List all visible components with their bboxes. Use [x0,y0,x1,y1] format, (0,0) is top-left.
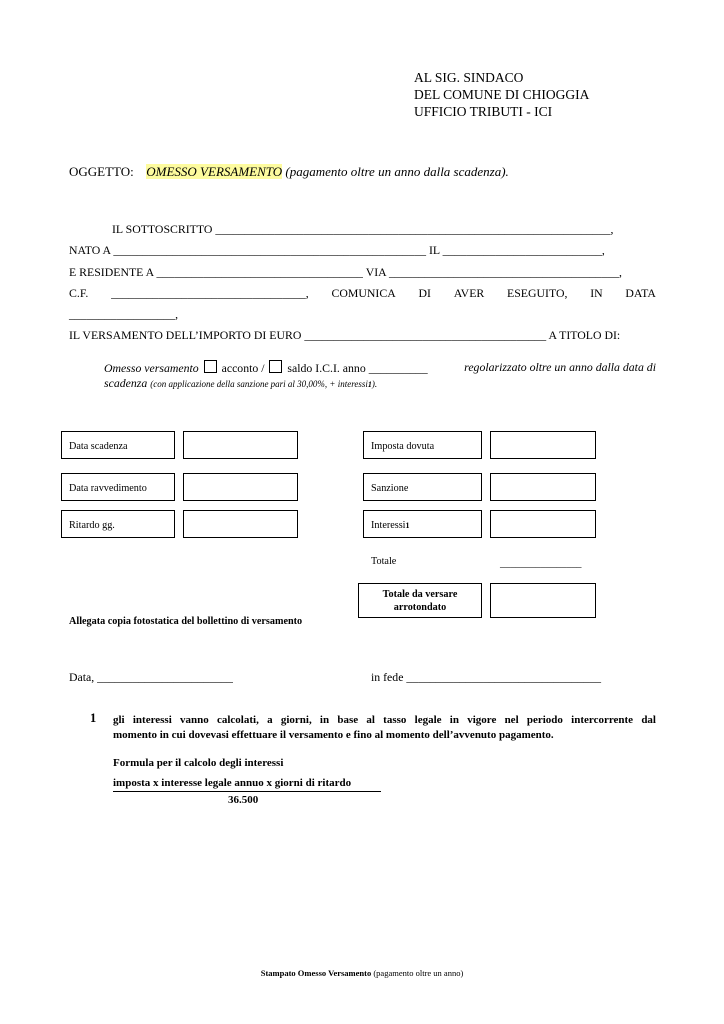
signer-field[interactable]: ___________________________________________________________________, [215,222,614,236]
total-field[interactable]: ________________ [500,558,582,569]
interest-input[interactable] [490,510,596,538]
signature-field[interactable]: _________________________________ [406,670,602,684]
repent-date-input[interactable] [183,473,298,501]
interest-footnote-mark: 1 [405,521,410,530]
resident-line [69,265,622,280]
payment-type-line [104,360,656,376]
saldo-label: saldo I.C.I. anno [287,361,366,375]
total-rounded-label-1: Totale da versare [382,589,458,600]
date-line [69,670,233,685]
payment-date-field[interactable]: __________________, [69,307,179,321]
resident-field[interactable]: ___________________________________ [156,265,363,279]
penalty-input[interactable] [490,473,596,501]
repent-date-label: Data ravvedimento [69,483,147,494]
footnote-mark: 1 [367,380,372,389]
payment-type-line-2 [104,376,377,391]
cf-field[interactable]: _________________________________, [111,286,309,300]
tax-due-label: Imposta dovuta [371,441,435,452]
delay-days-input[interactable] [183,510,298,538]
acconto-checkbox[interactable] [204,360,217,373]
recipient-line-3: UFFICIO TRIBUTI - ICI [414,104,553,119]
due-date-input[interactable] [183,431,298,459]
faith-label: in fede [371,670,404,684]
born-line [69,243,605,258]
due-date-label-box [61,431,175,459]
year-field[interactable]: __________ [368,361,428,375]
date-field[interactable]: _______________________ [97,670,233,684]
total-rounded-input[interactable] [490,583,596,618]
amount-field[interactable]: _________________________________________ [304,328,547,342]
amount-line [69,328,620,343]
formula-numerator: imposta x interesse legale annuo x giorni di ritardo [113,777,352,789]
interest-label: Interessi [371,520,406,531]
saldo-checkbox[interactable] [269,360,282,373]
cf-word: COMUNICA [331,286,396,300]
delay-days-label: Ritardo gg. [69,520,115,531]
faith-line [371,670,601,685]
subject-line [69,164,509,180]
fraction-bar [113,791,381,792]
penalty-label: Sanzione [371,483,409,494]
cf-label: C.F. [69,286,89,300]
born-on-label: IL [428,243,440,257]
total-label: Totale [371,556,397,567]
street-field[interactable]: _______________________________________, [388,265,622,279]
born-date-field[interactable]: ___________________________, [442,243,605,257]
footnote-number: 1 [90,711,97,725]
street-label: VIA [365,265,387,279]
cf-word: AVER [453,286,485,300]
formula-denominator: 36.500 [228,794,259,806]
resident-label: E RESIDENTE A [69,265,154,279]
interest-label-box [363,510,482,538]
acconto-label: acconto / [221,361,265,375]
total-rounded-label-box [358,583,482,618]
title-label: A TITOLO DI: [548,328,621,342]
footer [0,968,724,978]
payment-type-scadenza: scadenza [104,376,148,390]
tax-due-input[interactable] [490,431,596,459]
penalty-note-end: ). [371,379,378,389]
born-label: NATO A [69,243,111,257]
amount-label: IL VERSAMENTO DELL’IMPORTO DI EURO [69,328,302,342]
born-place-field[interactable]: _____________________________________________________ [113,243,426,257]
payment-type-prefix: Omesso versamento [104,361,199,375]
recipient-line-2: DEL COMUNE DI CHIOGGIA [414,87,590,102]
cf-word: ESEGUITO, [507,286,568,300]
payment-type-suffix: regolarizzato oltre un anno dalla data di [464,360,656,374]
delay-days-label-box [61,510,175,538]
signer-label: IL SOTTOSCRITTO [112,222,213,236]
due-date-label: Data scadenza [69,441,128,452]
cf-word: IN [590,286,603,300]
cf-word: DATA [625,286,656,300]
penalty-label-box [363,473,482,501]
footnote-text-2: momento in cui dovevasi effettuare il versamento e fino al momento dell’avvenuto pagamento. [113,729,554,741]
formula-title: Formula per il calcolo degli interessi [113,757,284,769]
date-label: Data, [69,670,95,684]
footer-title: Stampato Omesso Versamento [260,968,372,978]
footnote-text-1: gli interessi vanno calcolati, a giorni, in base al tasso legale in vigore nel periodo intercorrente dal [113,714,656,726]
attachment-note: Allegata copia fotostatica del bollettino di versamento [69,616,303,627]
penalty-note: (con applicazione della sanzione pari al 30,00%, + interessi [150,379,368,389]
repent-date-label-box [61,473,175,501]
subject-detail: (pagamento oltre un anno dalla scadenza). [285,164,509,179]
subject-title: OMESSO VERSAMENTO [146,164,283,179]
recipient-line-1: AL SIG. SINDACO [414,70,524,85]
cf-word: DI [418,286,431,300]
total-rounded-label-2: arrotondato [393,602,447,613]
signer-line [112,222,614,237]
cf-line [69,286,656,301]
tax-due-label-box [363,431,482,459]
subject-label: OGGETTO: [69,164,134,179]
footer-subtitle: (pagamento oltre un anno) [373,968,464,978]
